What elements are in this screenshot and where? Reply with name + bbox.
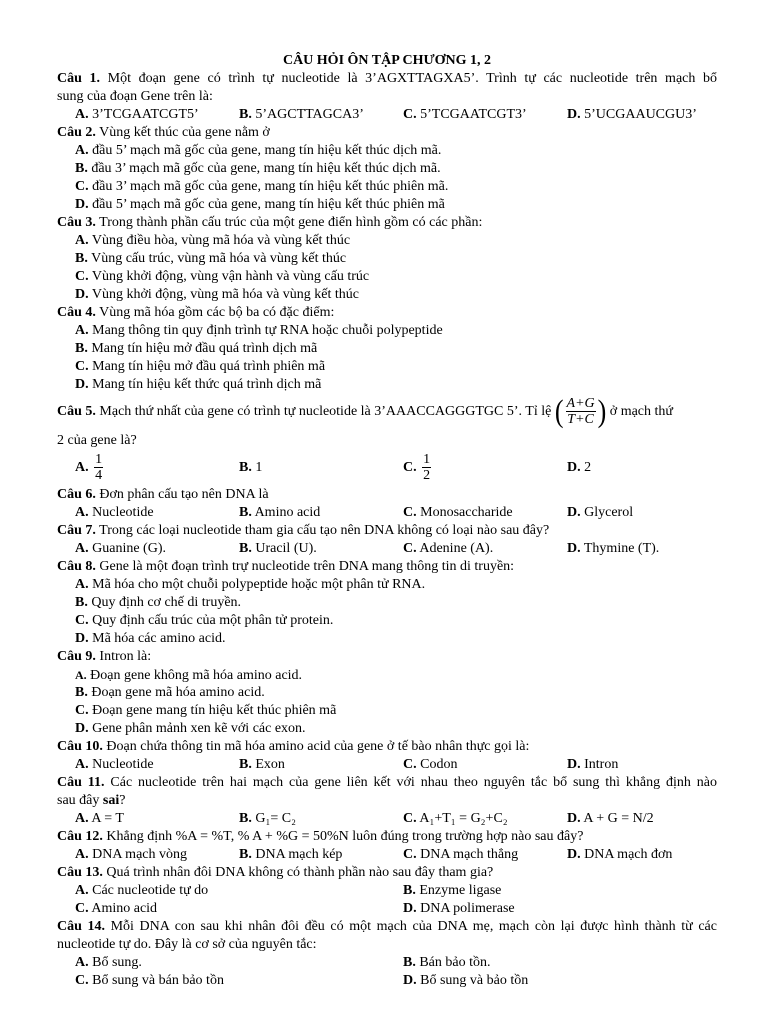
question-10 bbox=[57, 738, 717, 774]
options-row bbox=[57, 450, 717, 486]
options-row bbox=[57, 882, 717, 900]
option-c[interactable]: C. Codon bbox=[403, 757, 458, 772]
options-row bbox=[57, 540, 717, 558]
question-label: Câu 10. bbox=[57, 739, 103, 754]
question-text: Câu 8. Gene là một đoạn trình trự nucleotide trên DNA mang thông tin di truyền: bbox=[57, 559, 515, 574]
document-page bbox=[57, 52, 717, 990]
question-13 bbox=[57, 864, 717, 918]
option-a[interactable]: A. A = T bbox=[75, 811, 124, 826]
question-label: Câu 7. bbox=[57, 523, 96, 538]
option-b[interactable]: B. Exon bbox=[239, 757, 285, 772]
option-b[interactable]: B. Bán bảo tồn. bbox=[403, 955, 491, 970]
option-c[interactable]: C. DNA mạch thẳng bbox=[403, 847, 519, 862]
option-b[interactable]: B. 1 bbox=[239, 460, 263, 475]
option-b[interactable]: B. G₁= C₂ bbox=[239, 811, 296, 826]
option-c[interactable]: C. Đoạn gene mang tín hiệu kết thúc phiên mã bbox=[75, 703, 337, 718]
option-d[interactable]: D. Gene phân mảnh xen kẽ với các exon. bbox=[75, 721, 306, 736]
question-label: Câu 14. bbox=[57, 919, 105, 934]
question-label: Câu 5. bbox=[57, 404, 96, 419]
option-b[interactable]: B. 5’AGCTTAGCA3’ bbox=[239, 107, 364, 122]
question-label: Câu 9. bbox=[57, 649, 96, 664]
option-a[interactable]: A. Vùng điều hòa, vùng mã hóa và vùng kết thúc bbox=[75, 233, 351, 248]
question-text-cont: nucleotide tự do. Đây là cơ sở của nguyên tắc: bbox=[57, 937, 317, 952]
question-label: Câu 1. bbox=[57, 71, 101, 86]
option-c[interactable]: C. A₁+T₁ = G₂+C₂ bbox=[403, 811, 508, 826]
option-a[interactable]: A. Bổ sung. bbox=[75, 955, 142, 970]
options-row bbox=[57, 810, 717, 828]
option-b[interactable]: B. Uracil (U). bbox=[239, 541, 317, 556]
ratio-fraction: $\frac{A+G}{T+C}$ bbox=[566, 396, 595, 428]
question-3 bbox=[57, 214, 717, 304]
option-d[interactable]: D. DNA polimerase bbox=[403, 901, 515, 916]
question-8 bbox=[57, 558, 717, 648]
question-7 bbox=[57, 522, 717, 558]
question-14 bbox=[57, 918, 717, 990]
question-text: Câu 12. Khẳng định %A = %T, % A + %G = 50%N luôn đúng trong trường hợp nào sau đây? bbox=[57, 829, 584, 844]
option-d[interactable]: D. A + G = N/2 bbox=[567, 811, 654, 826]
option-d[interactable]: D. Mang tín hiệu kết thức quá trình dịch mã bbox=[75, 377, 322, 392]
question-5 bbox=[57, 394, 717, 486]
option-c[interactable]: C. Bổ sung và bán bảo tồn bbox=[75, 973, 224, 988]
question-text: Câu 5. Mạch thứ nhất của gene có trình tự nucleotide là 3’AAACCAGGGTGC 5’. Tỉ lệ ( $\frac{A+G}{T+C}$ ) ở mạch thứ bbox=[57, 393, 673, 429]
question-label: Câu 11. bbox=[57, 775, 105, 790]
question-text: Câu 2. Vùng kết thúc của gene nằm ở bbox=[57, 125, 270, 140]
option-b[interactable]: B. Vùng cấu trúc, vùng mã hóa và vùng kết thúc bbox=[75, 251, 347, 266]
option-d[interactable]: D. Vùng khởi động, vùng mã hóa và vùng kết thúc bbox=[75, 287, 360, 302]
question-11 bbox=[57, 774, 717, 828]
question-label: Câu 6. bbox=[57, 487, 96, 502]
question-text: Câu 11. Các nucleotide trên hai mạch của gene liên kết với nhau theo nguyên tắc bổ sung thì khẳng định nào bbox=[57, 775, 718, 790]
option-c[interactable]: C. Monosaccharide bbox=[403, 505, 513, 520]
option-d[interactable]: D. Bổ sung và bảo tồn bbox=[403, 973, 529, 988]
question-text: Câu 4. Vùng mã hóa gồm các bộ ba có đặc điểm: bbox=[57, 305, 335, 320]
question-label: Câu 2. bbox=[57, 125, 96, 140]
option-d[interactable]: D. Mã hóa các amino acid. bbox=[75, 631, 226, 646]
question-text: Câu 1. Một đoạn gene có trình tự nucleotide là 3’AGXTTAGXA5’. Trình tự các nucleotide trên mạch bổ bbox=[57, 71, 717, 86]
options-row bbox=[57, 846, 717, 864]
option-a[interactable]: A. đầu 5’ mạch mã gốc của gene, mang tín hiệu kết thúc dịch mã. bbox=[75, 143, 442, 158]
question-text: Câu 3. Trong thành phần cấu trúc của một gene điển hình gồm có các phần: bbox=[57, 215, 483, 230]
option-d[interactable]: D. DNA mạch đơn bbox=[567, 847, 673, 862]
option-d[interactable]: D. Intron bbox=[567, 757, 619, 772]
option-d[interactable]: D. 2 bbox=[567, 460, 592, 475]
option-b[interactable]: B. Amino acid bbox=[239, 505, 321, 520]
option-b[interactable]: B. đầu 3’ mạch mã gốc của gene, mang tín hiệu kết thúc dịch mã. bbox=[75, 161, 441, 176]
option-a[interactable]: A. Nucleotide bbox=[75, 757, 154, 772]
options-row bbox=[57, 900, 717, 918]
question-9 bbox=[57, 648, 717, 738]
question-text: Câu 7. Trong các loại nucleotide tham gia cấu tạo nên DNA không có loại nào sau đây? bbox=[57, 523, 550, 538]
option-b[interactable]: B. Quy định cơ chế di truyền. bbox=[75, 595, 242, 610]
question-6 bbox=[57, 486, 717, 522]
option-c[interactable]: C. 5’TCGAATCGT3’ bbox=[403, 107, 527, 122]
option-c[interactable]: C. Adenine (A). bbox=[403, 541, 494, 556]
option-b[interactable]: B. DNA mạch kép bbox=[239, 847, 343, 862]
option-c[interactable]: C. đầu 3’ mạch mã gốc của gene, mang tín hiệu kết thúc phiên mã. bbox=[75, 179, 449, 194]
option-a[interactable]: A. Đoạn gene không mã hóa amino acid. bbox=[75, 668, 303, 683]
option-a[interactable]: A. Mã hóa cho một chuỗi polypeptide hoặc một phân tử RNA. bbox=[75, 577, 426, 592]
question-label: Câu 12. bbox=[57, 829, 103, 844]
question-label: Câu 4. bbox=[57, 305, 96, 320]
question-2 bbox=[57, 124, 717, 214]
question-4 bbox=[57, 304, 717, 394]
option-d[interactable]: D. 5’UCGAAUCGU3’ bbox=[567, 107, 697, 122]
options-row bbox=[57, 756, 717, 774]
question-12 bbox=[57, 828, 717, 864]
question-label: Câu 13. bbox=[57, 865, 103, 880]
option-a[interactable]: A. $\frac{1}{4}$ bbox=[75, 452, 103, 484]
option-c[interactable]: C. Amino acid bbox=[75, 901, 158, 916]
option-a[interactable]: A. Nucleotide bbox=[75, 505, 154, 520]
option-a[interactable]: A. DNA mạch vòng bbox=[75, 847, 188, 862]
option-c[interactable]: C. Vùng khởi động, vùng vận hành và vùng cấu trúc bbox=[75, 269, 370, 284]
question-label: Câu 8. bbox=[57, 559, 96, 574]
question-text: Câu 6. Đơn phân cấu tạo nên DNA là bbox=[57, 487, 269, 502]
question-text: Câu 14. Mỗi DNA con sau khi nhân đôi đều có một mạch của DNA mẹ, mạch còn lại được hình thành từ các bbox=[57, 919, 717, 934]
question-1 bbox=[57, 70, 717, 124]
options-row bbox=[57, 504, 717, 522]
option-b[interactable]: B. Đoạn gene mã hóa amino acid. bbox=[75, 685, 265, 700]
question-text-cont: sau đây sai? bbox=[57, 793, 126, 808]
option-a[interactable]: A. Mang thông tin quy định trình tự RNA hoặc chuỗi polypeptide bbox=[75, 323, 443, 338]
page-title: CÂU HỎI ÔN TẬP CHƯƠNG 1, 2 bbox=[282, 53, 492, 68]
option-d[interactable]: D. đầu 5’ mạch mã gốc của gene, mang tín hiệu kết thúc phiên mã bbox=[75, 197, 445, 212]
option-b[interactable]: B. Enzyme ligase bbox=[403, 883, 502, 898]
question-text: Câu 9. Intron là: bbox=[57, 649, 152, 664]
question-text: Câu 13. Quá trình nhân đôi DNA không có thành phần nào sau đây tham gia? bbox=[57, 865, 494, 880]
question-text-cont: sung của đoạn Gene trên là: bbox=[57, 89, 213, 104]
question-label: Câu 3. bbox=[57, 215, 96, 230]
option-a[interactable]: A. 3’TCGAATCGT5’ bbox=[75, 107, 199, 122]
options-row bbox=[57, 954, 717, 972]
options-row bbox=[57, 972, 717, 990]
option-c[interactable]: C. Quy định cấu trúc của một phân tử protein. bbox=[75, 613, 334, 628]
option-a[interactable]: A. Guanine (G). bbox=[75, 541, 166, 556]
option-c[interactable]: C. $\frac{1}{2}$ bbox=[403, 452, 431, 484]
options-row bbox=[57, 106, 717, 124]
option-b[interactable]: B. Mang tín hiệu mở đầu quá trình dịch mã bbox=[75, 341, 318, 356]
question-text-cont: 2 của gene là? bbox=[57, 433, 137, 448]
option-a[interactable]: A. Các nucleotide tự do bbox=[75, 883, 209, 898]
question-text: Câu 10. Đoạn chứa thông tin mã hóa amino acid của gene ở tế bào nhân thực gọi là: bbox=[57, 739, 530, 754]
option-d[interactable]: D. Thymine (T). bbox=[567, 541, 660, 556]
option-d[interactable]: D. Glycerol bbox=[567, 505, 634, 520]
option-c[interactable]: C. Mang tín hiệu mở đầu quá trình phiên mã bbox=[75, 359, 326, 374]
